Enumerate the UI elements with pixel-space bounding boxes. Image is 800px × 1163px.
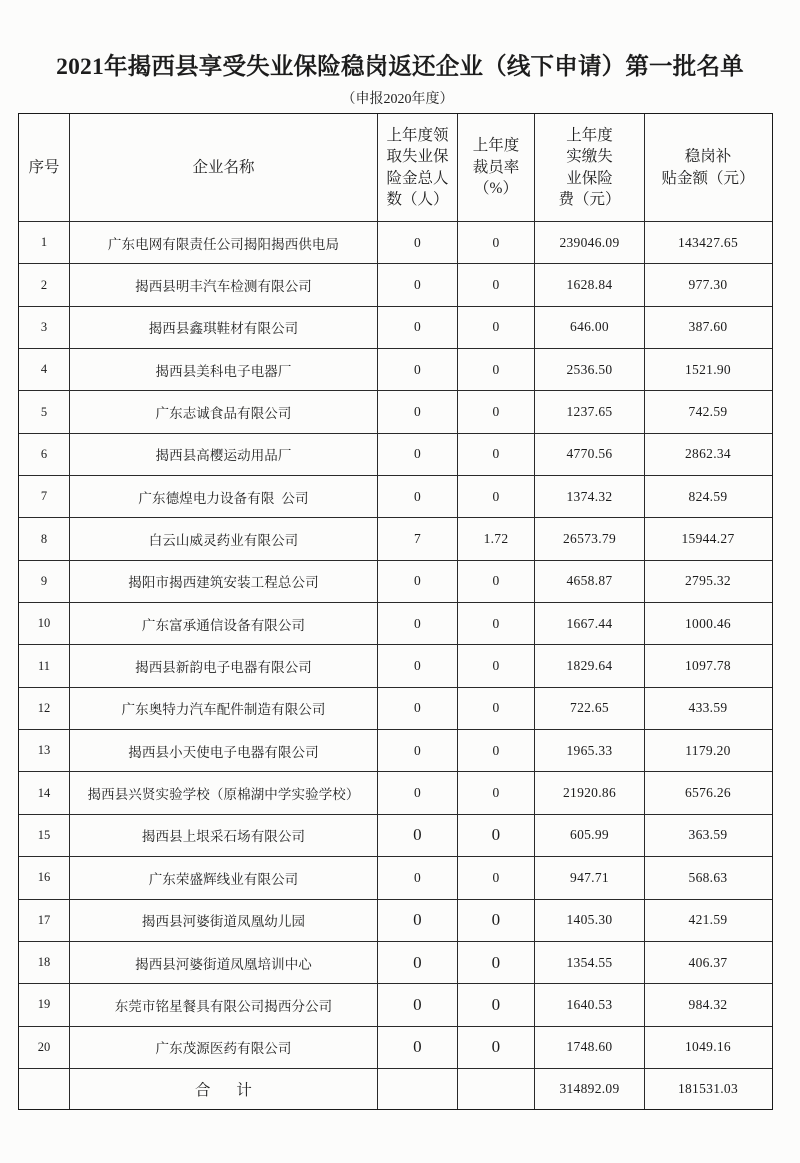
row-index: 7 (19, 476, 70, 517)
layoff-rate: 0 (458, 434, 535, 475)
header-company-name (70, 114, 378, 221)
recipients-count: 0 (378, 391, 458, 432)
table-row (19, 518, 772, 560)
subsidy-amount: 387.60 (688, 319, 728, 335)
header-premium (535, 114, 645, 221)
layoff-rate: 0 (458, 857, 535, 898)
header-line: 上年度 (566, 126, 613, 144)
subsidy-amount: 984.32 (688, 996, 728, 1012)
subsidy-amount: 2862.34 (685, 446, 731, 462)
row-index: 5 (19, 391, 70, 432)
subsidy-amount: 1049.16 (685, 1039, 731, 1055)
recipients-count: 0 (378, 476, 458, 517)
recipients-count: 0 (378, 264, 458, 305)
total-label: 合 计 (70, 1069, 378, 1109)
row-index: 15 (19, 815, 70, 856)
recipients-count: 0 (378, 222, 458, 263)
company-name: 广东志诚食品有限公司 (70, 391, 378, 432)
subsidy-amount: 977.30 (688, 277, 728, 293)
table-row (19, 264, 772, 306)
header-subsidy (645, 114, 771, 221)
premium-paid: 1628.84 (535, 264, 645, 305)
recipients-count: 0 (378, 1027, 458, 1068)
table-row (19, 815, 772, 857)
layoff-rate: 0 (458, 1027, 535, 1068)
total-layoff-empty (458, 1069, 535, 1109)
premium-paid: 1374.32 (535, 476, 645, 517)
table-header-row (19, 114, 772, 222)
recipients-count: 0 (378, 603, 458, 644)
subsidy-amount: 363.59 (688, 827, 728, 843)
premium-paid: 26573.79 (535, 518, 645, 559)
company-name: 广东电网有限责任公司揭阳揭西供电局 (70, 222, 378, 263)
header-company-name-label: 企业名称 (192, 158, 255, 176)
total-index-empty (19, 1069, 70, 1109)
total-subsidy: 181531.03 (677, 1080, 739, 1096)
layoff-rate: 0 (458, 476, 535, 517)
layoff-rate: 0 (458, 645, 535, 686)
header-line: 取失业保 (386, 148, 449, 165)
recipients-count: 0 (378, 900, 458, 941)
company-name: 广东富承通信设备有限公司 (70, 603, 378, 644)
table-row (19, 942, 772, 984)
recipients-count: 0 (378, 984, 458, 1025)
company-name: 揭西县小天使电子电器有限公司 (70, 730, 378, 771)
subsidy-amount: 406.37 (688, 954, 728, 970)
premium-paid: 1405.30 (535, 900, 645, 941)
company-name: 广东荣盛辉线业有限公司 (70, 857, 378, 898)
recipients-count: 0 (378, 645, 458, 686)
layoff-rate: 0 (458, 561, 535, 602)
company-name: 广东奥特力汽车配件制造有限公司 (70, 688, 378, 729)
premium-paid: 1748.60 (535, 1027, 645, 1068)
row-index: 1 (19, 222, 70, 263)
recipients-count: 0 (378, 772, 458, 813)
layoff-rate: 0 (458, 264, 535, 305)
document-subtitle: （申报2020年度） (341, 92, 454, 107)
row-index: 13 (19, 730, 70, 771)
table-row (19, 561, 772, 603)
premium-paid: 1965.33 (535, 730, 645, 771)
company-name: 揭西县兴贤实验学校（原棉湖中学实验学校） (70, 772, 378, 813)
company-name: 揭西县明丰汽车检测有限公司 (70, 264, 378, 305)
recipients-count: 0 (378, 730, 458, 771)
row-index: 8 (19, 518, 70, 559)
subsidy-amount: 15944.27 (681, 531, 735, 547)
layoff-rate: 0 (458, 391, 535, 432)
premium-paid: 2536.50 (535, 349, 645, 390)
layoff-rate: 1.72 (458, 518, 535, 559)
layoff-rate: 0 (458, 815, 535, 856)
header-layoff-rate (458, 114, 535, 221)
document-title: 2021年揭西县享受失业保险稳岗返还企业（线下申请）第一批名单 (56, 54, 744, 80)
recipients-count: 0 (378, 688, 458, 729)
subsidy-amount: 1000.46 (685, 615, 731, 631)
subsidy-amount: 1521.90 (685, 361, 731, 377)
table-row (19, 349, 772, 391)
company-name: 东莞市铭星餐具有限公司揭西分公司 (70, 984, 378, 1025)
premium-paid: 4658.87 (535, 561, 645, 602)
recipients-count: 0 (378, 857, 458, 898)
table-total-row (19, 1069, 772, 1109)
header-line: 数（人） (386, 191, 449, 208)
company-list-table (18, 113, 773, 1110)
recipients-count: 0 (378, 307, 458, 348)
row-index: 19 (19, 984, 70, 1025)
layoff-rate: 0 (458, 984, 535, 1025)
header-line: 险金总人 (386, 169, 449, 187)
row-index: 9 (19, 561, 70, 602)
row-index: 16 (19, 857, 70, 898)
subsidy-amount: 742.59 (688, 404, 728, 420)
header-line: 稳岗补 (684, 148, 732, 165)
subsidy-amount: 433.59 (688, 700, 728, 716)
row-index: 18 (19, 942, 70, 983)
company-name: 广东茂源医药有限公司 (70, 1027, 378, 1068)
header-line: （%） (474, 180, 518, 198)
subsidy-amount: 824.59 (688, 488, 728, 504)
row-index: 2 (19, 264, 70, 305)
layoff-rate: 0 (458, 730, 535, 771)
subsidy-amount: 1097.78 (685, 658, 731, 674)
table-row (19, 688, 772, 730)
header-index (19, 114, 70, 221)
subsidy-amount: 143427.65 (677, 234, 739, 250)
table-row (19, 645, 772, 687)
row-index: 6 (19, 434, 70, 475)
layoff-rate: 0 (458, 942, 535, 983)
recipients-count: 0 (378, 561, 458, 602)
layoff-rate: 0 (458, 688, 535, 729)
table-row (19, 1027, 772, 1069)
header-line: 上年度领 (386, 126, 449, 144)
layoff-rate: 0 (458, 772, 535, 813)
recipients-count: 0 (378, 349, 458, 390)
premium-paid: 4770.56 (535, 434, 645, 475)
premium-paid: 1667.44 (535, 603, 645, 644)
table-row (19, 730, 772, 772)
layoff-rate: 0 (458, 222, 535, 263)
row-index: 14 (19, 772, 70, 813)
table-row (19, 857, 772, 899)
premium-paid: 947.71 (535, 857, 645, 898)
premium-paid: 646.00 (535, 307, 645, 348)
header-line: 实缴失 (566, 148, 613, 165)
company-name: 揭西县新韵电子电器有限公司 (70, 645, 378, 686)
premium-paid: 1640.53 (535, 984, 645, 1025)
header-line: 贴金额（元） (661, 169, 755, 187)
recipients-count: 0 (378, 434, 458, 475)
premium-paid: 239046.09 (535, 222, 645, 263)
table-row (19, 603, 772, 645)
subsidy-amount: 421.59 (688, 912, 728, 928)
header-line: 裁员率 (472, 158, 520, 176)
recipients-count: 0 (378, 942, 458, 983)
company-name: 揭西县河婆街道凤凰幼儿园 (70, 900, 378, 941)
layoff-rate: 0 (458, 349, 535, 390)
row-index: 4 (19, 349, 70, 390)
total-premium: 314892.09 (535, 1069, 645, 1109)
header-line: 费（元） (558, 191, 621, 208)
premium-paid: 1237.65 (535, 391, 645, 432)
subsidy-amount: 568.63 (688, 869, 728, 885)
header-index-label: 序号 (28, 158, 60, 176)
company-name: 揭西县河婆街道凤凰培训中心 (70, 942, 378, 983)
subsidy-amount: 1179.20 (685, 742, 731, 758)
subsidy-amount: 2795.32 (685, 573, 731, 589)
table-row (19, 900, 772, 942)
table-row (19, 476, 772, 518)
premium-paid: 1829.64 (535, 645, 645, 686)
row-index: 3 (19, 307, 70, 348)
company-name: 白云山威灵药业有限公司 (70, 518, 378, 559)
premium-paid: 605.99 (535, 815, 645, 856)
company-name: 揭阳市揭西建筑安装工程总公司 (70, 561, 378, 602)
table-row (19, 222, 772, 264)
premium-paid: 21920.86 (535, 772, 645, 813)
table-row (19, 307, 772, 349)
company-name: 揭西县美科电子电器厂 (70, 349, 378, 390)
recipients-count: 0 (378, 815, 458, 856)
header-line: 业保险 (566, 169, 613, 187)
total-recipients-empty (378, 1069, 458, 1109)
layoff-rate: 0 (458, 603, 535, 644)
table-row (19, 984, 772, 1026)
header-recipients (378, 114, 458, 221)
recipients-count: 7 (378, 518, 458, 559)
premium-paid: 1354.55 (535, 942, 645, 983)
company-name: 揭西县上垠采石场有限公司 (70, 815, 378, 856)
layoff-rate: 0 (458, 307, 535, 348)
row-index: 10 (19, 603, 70, 644)
premium-paid: 722.65 (535, 688, 645, 729)
table-row (19, 434, 772, 476)
table-row (19, 391, 772, 433)
row-index: 11 (19, 645, 70, 686)
layoff-rate: 0 (458, 900, 535, 941)
company-name: 广东德煌电力设备有限 公司 (70, 476, 378, 517)
subsidy-amount: 6576.26 (685, 785, 731, 801)
row-index: 17 (19, 900, 70, 941)
row-index: 20 (19, 1027, 70, 1068)
row-index: 12 (19, 688, 70, 729)
company-name: 揭西县鑫琪鞋材有限公司 (70, 307, 378, 348)
table-row (19, 772, 772, 814)
company-name: 揭西县高樱运动用品厂 (70, 434, 378, 475)
header-line: 上年度 (472, 137, 520, 155)
